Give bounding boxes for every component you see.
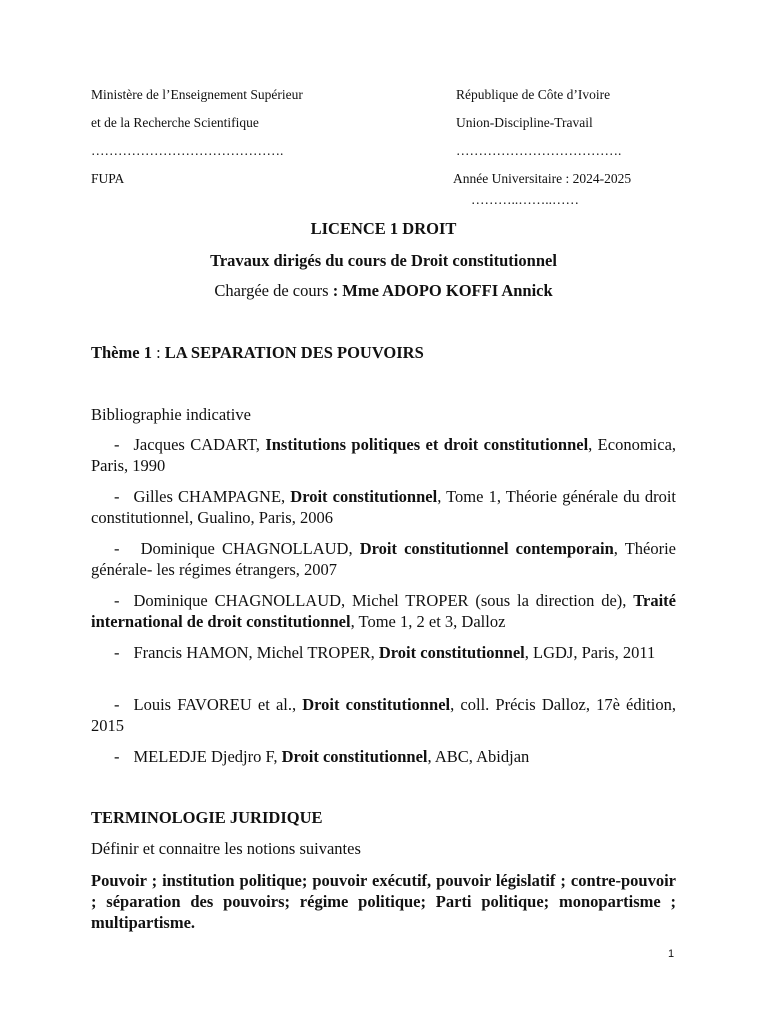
list-dash: - [114,591,120,610]
lecturer-label: Chargée de cours [214,281,329,300]
bib-details: , Economica, Paris, 1990 [91,435,677,475]
bib-title: Droit constitutionnel [302,695,451,714]
bibliography-item [91,486,676,528]
theme-title: LA SEPARATION DES POUVOIRS [164,343,424,362]
republic-line: République de Côte d’Ivoire [456,87,611,102]
bib-author: Gilles CHAMPAGNE, [133,487,291,506]
bib-details: , LGDJ, Paris, 2011 [524,643,656,662]
bib-details: , Tome 1, 2 et 3, Dalloz [350,612,506,631]
bib-title: Traité international de droit constitutionnel [91,591,676,631]
theme-heading [91,342,676,363]
page-number: 1 [668,948,675,960]
theme-separator: : [151,343,165,362]
ministry-line: Ministère de l’Enseignement Supérieur [91,87,303,102]
bibliography-item [91,538,676,580]
terminology-instruction: Définir et connaitre les notions suivantes [91,839,361,858]
dotted-line-left: ……………………………………. [91,143,284,158]
bibliography-item [91,746,676,767]
terminology-heading: TERMINOLOGIE JURIDIQUE [91,808,323,827]
dotted-line-right: ………………………………. [456,143,622,158]
lecturer-name: : Mme ADOPO KOFFI Annick [328,281,553,300]
terminology-notions: Pouvoir ; institution politique; pouvoir exécutif, pouvoir législatif ; contre-pouvoir ; séparation des pouvoirs; régime politique; Parti politique; monopartisme ; multipartisme. [91,871,676,932]
ministry-line-2: et de la Recherche Scientifique [91,115,259,130]
list-dash: - [114,747,120,766]
theme-label: Thème 1 [91,343,152,362]
bib-details: , ABC, Abidjan [427,747,530,766]
institution-name: FUPA [91,171,125,186]
dotted-line-right-2: ………..……..…… [471,192,579,207]
bib-title: Droit constitutionnel [290,487,438,506]
bib-details: , Tome 1, Théorie générale du droit constitutionnel, Gualino, Paris, 2006 [91,487,676,527]
bib-title: Droit constitutionnel [378,643,525,662]
bib-details: , Théorie générale- les régimes étrangers, 2007 [91,539,677,579]
lecturer-line [91,280,676,302]
bib-details: , coll. Précis Dalloz, 17è édition, 2015 [91,695,676,735]
course-subtitle: Travaux dirigés du cours de Droit constitutionnel [210,251,557,270]
bib-author: Francis HAMON, Michel TROPER, [133,643,379,662]
bibliography-item [91,590,676,632]
bib-author: Jacques CADART, [133,435,266,454]
bibliography-item [91,434,676,476]
list-dash: - [114,487,120,506]
motto-line: Union-Discipline-Travail [456,115,593,130]
bib-author: Dominique CHAGNOLLAUD, Michel TROPER (sous la direction de), [133,591,634,610]
list-dash: - [114,643,120,662]
bibliography-heading: Bibliographie indicative [91,405,251,424]
bib-author: Dominique CHAGNOLLAUD, [133,539,360,558]
bib-author: MELEDJE Djedjro F, [133,747,282,766]
list-dash: - [114,435,120,454]
academic-year: Année Universitaire : 2024-2025 [453,171,632,186]
bibliography-item [91,694,676,736]
bib-title: Droit constitutionnel [281,747,428,766]
bib-title: Institutions politiques et droit constitutionnel [265,435,589,454]
bib-author: Louis FAVOREU et al., [133,695,303,714]
course-level-title: LICENCE 1 DROIT [310,219,457,238]
bibliography-item [91,642,676,663]
bib-title: Droit constitutionnel contemporain [359,539,614,558]
list-dash: - [114,695,120,714]
list-dash: - [114,539,120,558]
